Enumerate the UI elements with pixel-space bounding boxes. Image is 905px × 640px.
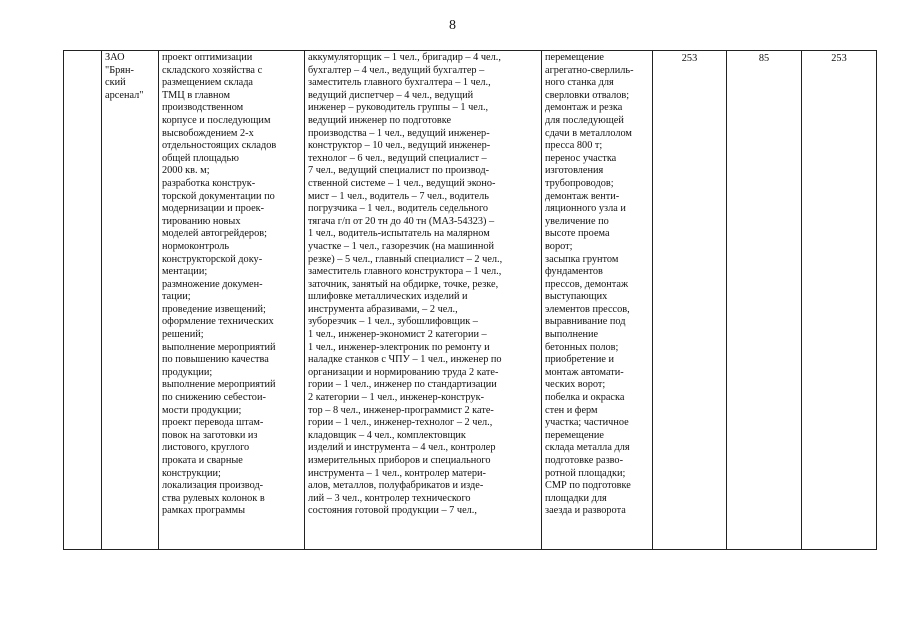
organization-cell: ЗАО "Брян- ский арсенал" bbox=[102, 51, 159, 550]
value-cell-1: 253 bbox=[653, 51, 727, 550]
works-cell: перемещение агрегатно-сверлиль- ного станка для сверловки отвалов; демонтаж и резка для последующей сдачи в металлолом пресса 800 т; перенос участка изготовления трубопроводов; демонтаж венти- ляционного узла и увеличение по высоте проема ворот; засыпка грунтом фундаментов прессов, демонтаж выступающих элементов прессов, выравнивание под выполнение бетонных полов; приобретение и монтаж автомати- ческих ворот; побелка и окраска стен и ферм участка; частичное перемещение склада металла для подготовке разво- ротной площадки; СМР по подготовке площадки для заезда и разворота bbox=[542, 51, 653, 550]
page-number: 8 bbox=[449, 18, 456, 33]
value-cell-3: 253 bbox=[802, 51, 877, 550]
measures-table bbox=[63, 50, 877, 550]
positions-cell: аккумуляторщик – 1 чел., бригадир – 4 чел., бухгалтер – 4 чел., ведущий бухгалтер – заместитель главного бухгалтера – 1 чел., ведущий диспетчер – 4 чел., ведущий инженер – руководитель группы – 1 чел., ведущий инженер по подготовке производства – 1 чел., ведущий инженер- конструктор – 10 чел., ведущий инженер- технолог – 6 чел., ведущий специалист – 7 чел., ведущий специалист по производ- ственной системе – 1 чел., ведущий эконо- мист – 1 чел., водитель – 7 чел., водитель погрузчика – 1 чел., водитель седельного тягача г/п от 20 тн до 40 тн (МАЗ-54323) – 1 чел., водитель-испытатель на малярном участке – 1 чел., газорезчик (на машинной резке) – 5 чел., главный специалист – 2 чел., заместитель главного конструктора – 1 чел., заточник, занятый на обдирке, точке, резке, шлифовке металлических изделий и инструмента абразивами, – 2 чел., зуборезчик – 1 чел., зубошлифовщик – 1 чел., инженер-экономист 2 категории – 1 чел., инженер-электроник по ремонту и наладке станков с ЧПУ – 1 чел., инженер по организации и нормированию труда 2 кате- гории – 1 чел., инженер по стандартизации 2 категории – 1 чел., инженер-конструк- тор – 8 чел., инженер-программист 2 кате- гории – 1 чел., инженер-технолог – 2 чел., кладовщик – 4 чел., комплектовщик изделий и инструмента – 4 чел., контролер измерительных приборов и специального инструмента – 1 чел., контролер матери- алов, металлов, полуфабрикатов и изде- лий – 3 чел., контролер технического состояния готовой продукции – 7 чел., bbox=[305, 51, 542, 550]
measures-cell: проект оптимизации складского хозяйства с размещением склада ТМЦ в главном производственном корпусе и последующим высвобождением 2-х отдельностоящих складов общей площадью 2000 кв. м; разработка конструк- торской документации по модернизации и проек- тированию новых моделей автогрейдеров; нормоконтроль конструкторской доку- ментации; размножение докумен- тации; проведение извещений; оформление технических решений; выполнение мероприятий по повышению качества продукции; выполнение мероприятий по снижению себестои- мости продукции; проект перевода штам- повок на заготовки из листового, круглого проката и сварные конструкции; локализация производ- ства рулевых колонок в рамках программы bbox=[159, 51, 305, 550]
table-row bbox=[64, 51, 877, 550]
value-cell-2: 85 bbox=[727, 51, 802, 550]
index-cell bbox=[64, 51, 102, 550]
